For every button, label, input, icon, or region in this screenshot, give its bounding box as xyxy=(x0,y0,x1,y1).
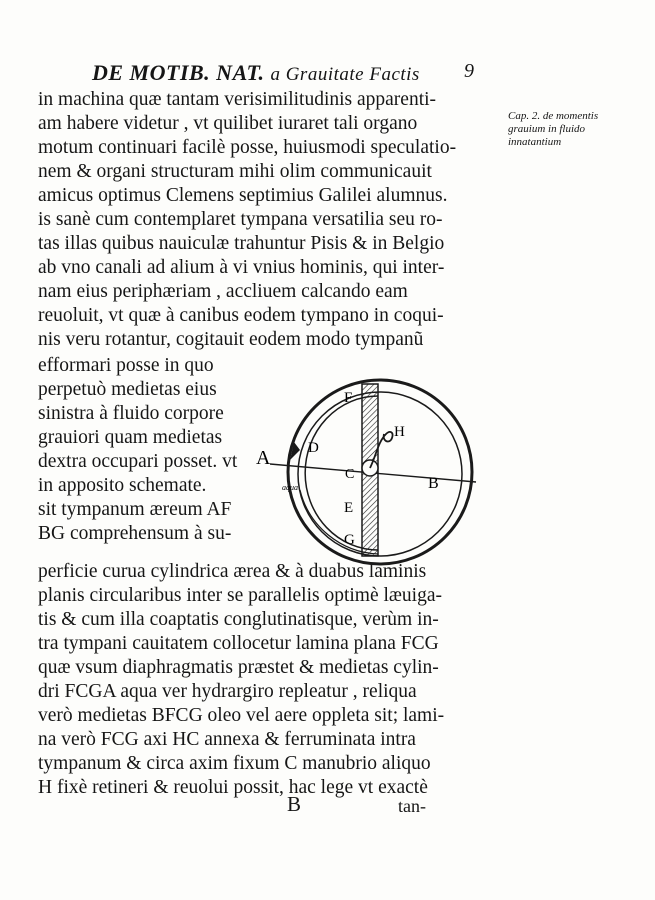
outer-rim xyxy=(288,380,472,564)
label-c: C xyxy=(345,467,355,482)
text-line-21: planis circularibus inter se parallelis optimè læuiga- xyxy=(38,585,442,606)
text-line-14: sinistra à fluido corpore xyxy=(38,403,224,424)
text-line-27: na verò FCG axi HC annexa & ferruminata intra xyxy=(38,729,416,750)
text-line-11: nis veru rotantur, cogitauit eodem modo tympanũ xyxy=(38,329,424,350)
header-title: DE MOTIB. NAT. xyxy=(92,60,265,85)
text-line-8: ab vno canali ad alium à vi vnius hominis, qui inter- xyxy=(38,257,445,278)
page-number: 9 xyxy=(464,60,475,82)
label-h: H xyxy=(394,424,405,440)
text-line-9: nam eius periphæriam , accliuem calcando eam xyxy=(38,281,408,302)
tympanum-diagram xyxy=(250,372,490,572)
signature-mark: B xyxy=(287,792,302,816)
text-line-28: tympanum & circa axim fixum C manubrio aliquo xyxy=(38,753,431,774)
text-line-26: verò medietas BFCG oleo vel aere oppleta sit; lami- xyxy=(38,705,445,726)
header-subtitle: a Grauitate Factis xyxy=(270,64,420,85)
text-line-19: BG comprehensum à su- xyxy=(38,523,232,544)
text-line-23: tra tympani cauitatem collocetur lamina plana FCG xyxy=(38,633,439,654)
text-line-24: quæ vsum diaphragmatis præstet & medietas cylin- xyxy=(38,657,439,678)
text-line-2: am habere videtur , vt quilibet iuraret tali organo xyxy=(38,113,418,134)
label-a: A xyxy=(256,447,271,469)
text-line-5: amicus optimus Clemens septimius Galilei alumnus. xyxy=(38,185,448,206)
text-line-10: reuoluit, vt quæ à canibus eodem tympano in coqui- xyxy=(38,305,444,326)
text-line-1: in machina quæ tantam verisimilitudinis apparenti- xyxy=(38,89,437,110)
text-line-18: sit tympanum æreum AF xyxy=(38,499,232,520)
text-line-13: perpetuò medietas eius xyxy=(38,379,217,400)
text-line-12: efformari posse in quo xyxy=(38,355,214,376)
label-g: G xyxy=(344,532,355,548)
label-aqua: aqua xyxy=(282,483,298,492)
running-header xyxy=(92,60,512,90)
label-b: B xyxy=(428,475,439,492)
label-f: F xyxy=(344,390,353,406)
text-line-25: dri FCGA aqua ver hydrargiro repleatur , reliqua xyxy=(38,681,417,702)
text-line-17: in apposito schemate. xyxy=(38,475,207,496)
text-line-16: dextra occupari posset. vt xyxy=(38,451,238,472)
text-line-22: tis & cum illa coaptatis conglutinatisque, verùm in- xyxy=(38,609,439,630)
text-line-29: H fixè retineri & reuolui possit, hac lege vt exactè xyxy=(38,777,428,798)
text-line-4: nem & organi structuram mihi olim communicauit xyxy=(38,161,432,182)
text-line-7: tas illas quibus nauiculæ trahuntur Pisis & in Belgio xyxy=(38,233,445,254)
marginal-note: Cap. 2. de momentis grauium in fluido innatantium xyxy=(508,110,599,148)
text-line-3: motum continuari facilè posse, huiusmodi speculatio- xyxy=(38,137,457,158)
label-d: D xyxy=(308,440,319,456)
catchword: tan- xyxy=(398,796,426,816)
label-e: E xyxy=(344,500,354,516)
text-line-15: grauiori quam medietas xyxy=(38,427,223,448)
text-line-20: perficie curua cylindrica ærea & à duabus laminis xyxy=(38,561,427,582)
text-line-6: is sanè cum contemplaret tympana versatilia seu ro- xyxy=(38,209,443,230)
